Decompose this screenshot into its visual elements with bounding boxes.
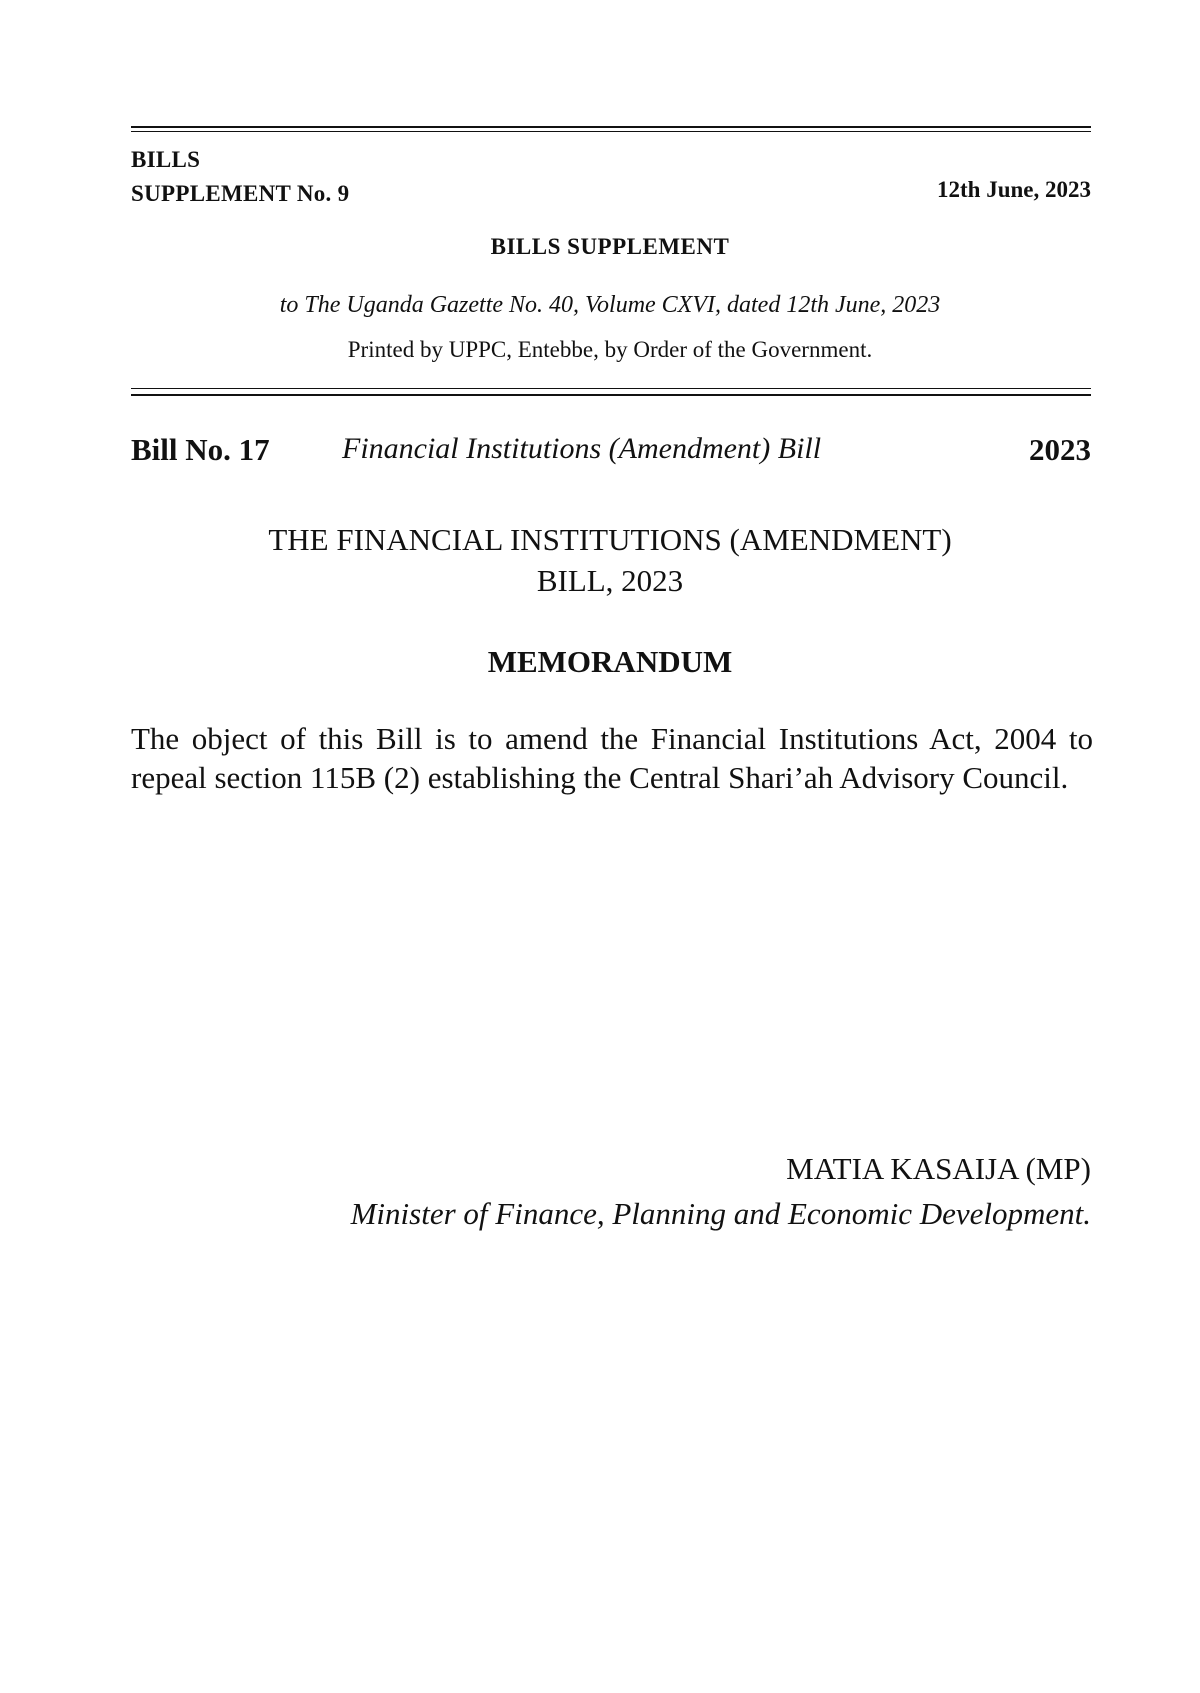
bill-long-title-line2: BILL, 2023	[536, 563, 684, 598]
bill-long-title-line1: THE FINANCIAL INSTITUTIONS (AMENDMENT)	[268, 522, 952, 557]
supplement-label	[131, 143, 349, 211]
bill-long-title	[0, 519, 1200, 601]
printed-by: Printed by UPPC, Entebbe, by Order of the Government.	[347, 337, 873, 362]
memorandum-heading: MEMORANDUM	[487, 644, 733, 679]
supplement-title: BILLS SUPPLEMENT	[490, 234, 730, 259]
supplement-date: 12th June, 2023	[937, 177, 1091, 202]
memorandum-text: The object of this Bill is to amend the Financial Institutions Act, 2004 to repeal section 115B (2) establishing the Central Shari’ah Advisory Council.	[131, 721, 1093, 795]
supplement-number: SUPPLEMENT No. 9	[131, 181, 350, 206]
signatory-title: Minister of Finance, Planning and Economic Development.	[350, 1196, 1091, 1231]
gazette-reference: to The Uganda Gazette No. 40, Volume CXVI, dated 12th June, 2023	[279, 292, 941, 318]
mid-rule-lower	[131, 394, 1091, 396]
top-rule-lower	[131, 131, 1091, 132]
bill-header-row	[131, 432, 1091, 472]
mid-rule-upper	[131, 388, 1091, 389]
signatory-name: MATIA KASAIJA (MP)	[786, 1151, 1091, 1186]
bill-number: Bill No. 17	[131, 432, 270, 467]
top-rule-upper	[131, 126, 1091, 128]
supplement-label-line1: BILLS	[131, 147, 201, 172]
bill-year: 2023	[1029, 432, 1091, 467]
bill-short-title: Financial Institutions (Amendment) Bill	[342, 432, 822, 465]
